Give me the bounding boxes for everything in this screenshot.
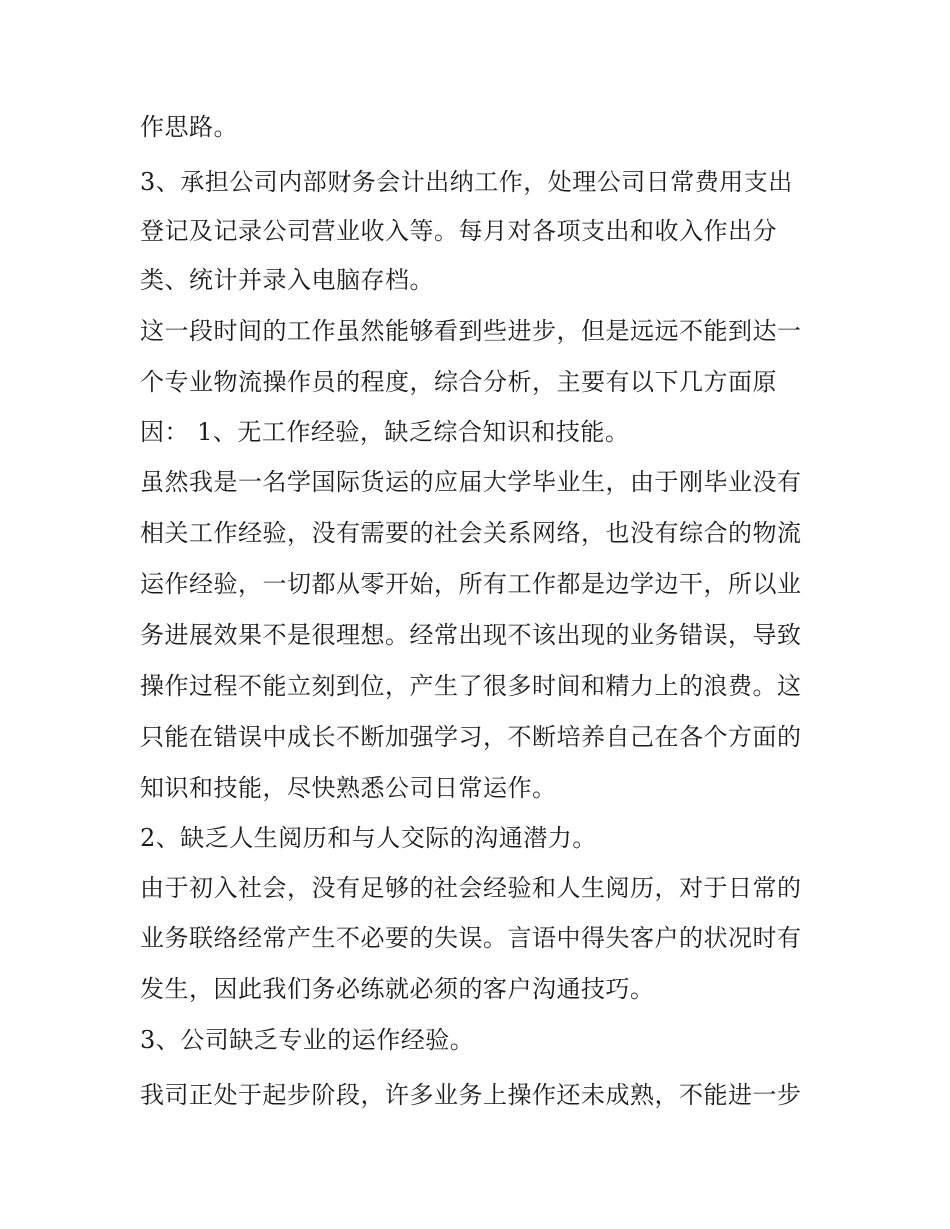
text-line: 业务联络经常产生不必要的失误。言语中得失客户的状况时有 [140,924,802,952]
text-line: 因： 1、无工作经验，缺乏综合知识和技能。 [140,418,630,446]
text-line: 3、承担公司内部财务会计出纳工作，处理公司日常费用支出 [140,168,793,196]
text-line: 2、缺乏人生阅历和与人交际的沟通潜力。 [140,824,597,852]
text-line: 发生，因此我们务必练就必须的客户沟通技巧。 [140,975,655,1003]
text-line: 相关工作经验，没有需要的社会关系网络，也没有综合的物流 [140,519,802,547]
text-line: 类、统计并录入电脑存档。 [140,266,434,294]
text-line: 运作经验，一切都从零开始，所有工作都是边学边干，所以业 [140,570,802,598]
text-line: 登记及记录公司营业收入等。每月对各项支出和收入作出分 [140,217,777,245]
text-line: 知识和技能，尽快熟悉公司日常运作。 [140,774,557,802]
text-line: 操作过程不能立刻到位，产生了很多时间和精力上的浪费。这 [140,672,802,700]
text-line: 3、公司缺乏专业的运作经验。 [140,1026,475,1054]
text-line: 作思路。 [140,113,238,141]
text-line: 由于初入社会，没有足够的社会经验和人生阅历，对于日常的 [140,874,802,902]
text-line: 务进展效果不是很理想。经常出现不该出现的业务错误，导致 [140,621,802,649]
text-line: 个专业物流操作员的程度，综合分析，主要有以下几方面原 [140,368,777,396]
text-line: 只能在错误中成长不断加强学习，不断培养自己在各个方面的 [140,723,802,751]
text-line: 虽然我是一名学国际货运的应届大学毕业生，由于刚毕业没有 [140,468,802,496]
text-line: 我司正处于起步阶段，许多业务上操作还未成熟，不能进一步 [140,1081,802,1109]
text-line: 这一段时间的工作虽然能够看到些进步，但是远远不能到达一 [140,317,802,345]
